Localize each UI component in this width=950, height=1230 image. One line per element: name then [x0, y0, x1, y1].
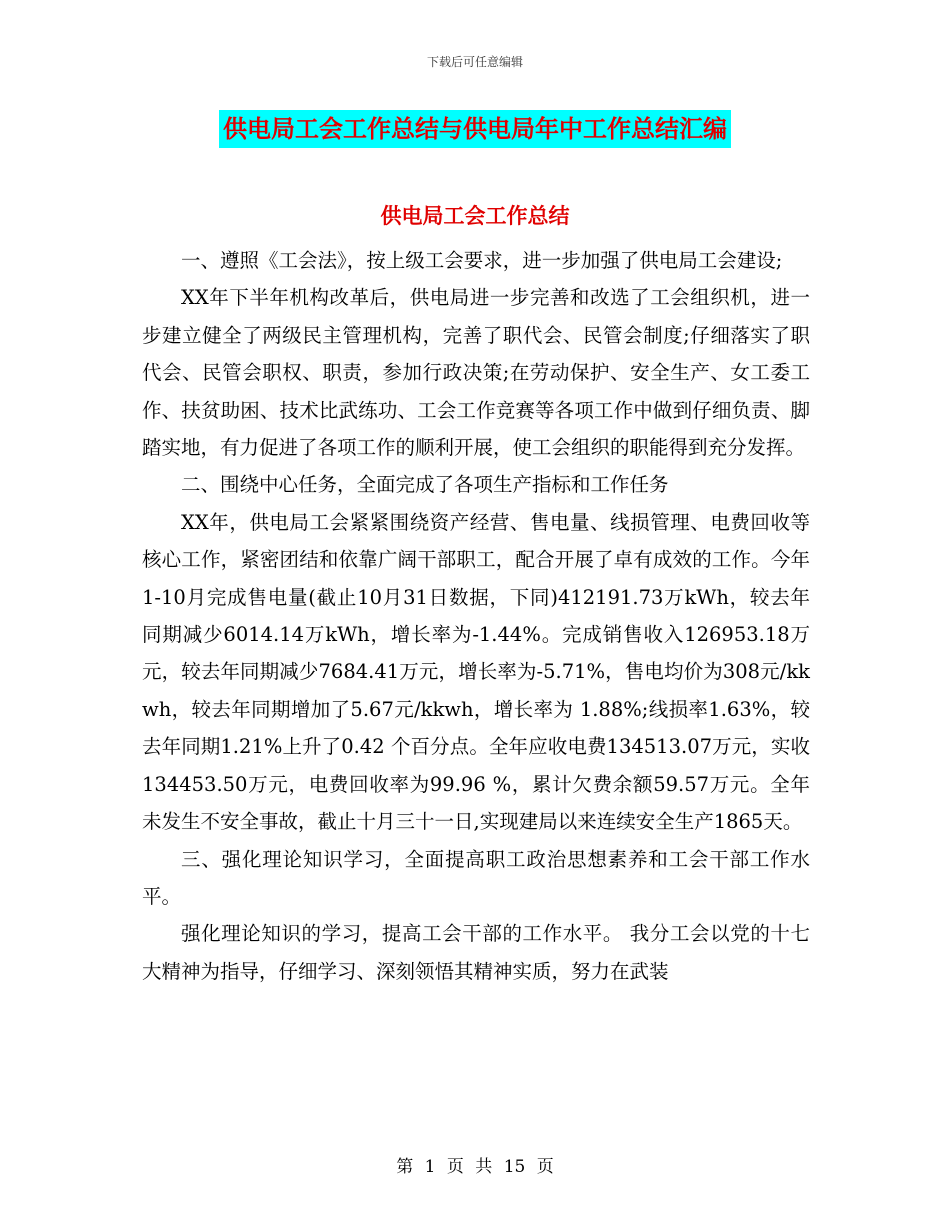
paragraph: XX年，供电局工会紧紧围绕资产经营、售电量、线损管理、电费回收等核心工作，紧密团结和依靠广阔干部职工，配合开展了卓有成效的工作。今年1-10月完成售电量(截止10月31日数据，下同)412191.73万kWh，较去年同期减少6014.14万kWh，增长率为-1.44%。完成销售收入126953.18万元，较去年同期减少7684.41万元，增长率为-5.71%，售电均价为308元/kkwh，较去年同期增加了5.67元/kkwh，增长率为 1.88%;线损率1.63%，较去年同期1.21%上升了0.42 个百分点。全年应收电费134513.07万元，实收134453.50万元，电费回收率为99.96 %，累计欠费余额59.57万元。全年未发生不安全事故，截止十月三十一日,实现建局以来连续安全生产1865天。 — [142, 510, 810, 834]
main-title-container — [0, 110, 950, 148]
main-title: 供电局工会工作总结与供电局年中工作总结汇编 — [219, 110, 731, 148]
paragraph-heading-1: 一、遵照《工会法》，按上级工会要求，进一步加强了供电局工会建设; — [181, 249, 783, 272]
paragraph-heading-3: 三、强化理论知识学习，全面提高职工政治思想素养和工会干部工作水平。 — [142, 847, 810, 908]
paragraph: 强化理论知识的学习，提高工会干部的工作水平。 我分工会以党的十七大精神为指导，仔细学习、深刻领悟其精神实质，努力在武装 — [142, 922, 810, 983]
section-title: 供电局工会工作总结 — [380, 204, 570, 228]
document-body — [142, 242, 810, 990]
paragraph-heading-2: 二、围绕中心任务，全面完成了各项生产指标和工作任务 — [181, 473, 669, 497]
paragraph: XX年下半年机构改革后，供电局进一步完善和改选了工会组织机，进一步建立健全了两级民主管理机构，完善了职代会、民管会制度;仔细落实了职代会、民管会职权、职责，参加行政决策;在劳动保护、安全生产、女工委工作、扶贫助困、技术比武练功、工会工作竞赛等各项工作中做到仔细负责、脚踏实地，有力促进了各项工作的顺利开展，使工会组织的职能得到充分发挥。 — [142, 286, 810, 460]
header-note: 下载后可任意编辑 — [426, 55, 523, 69]
page-footer: 第 1 页 共 15 页 — [396, 1157, 554, 1177]
